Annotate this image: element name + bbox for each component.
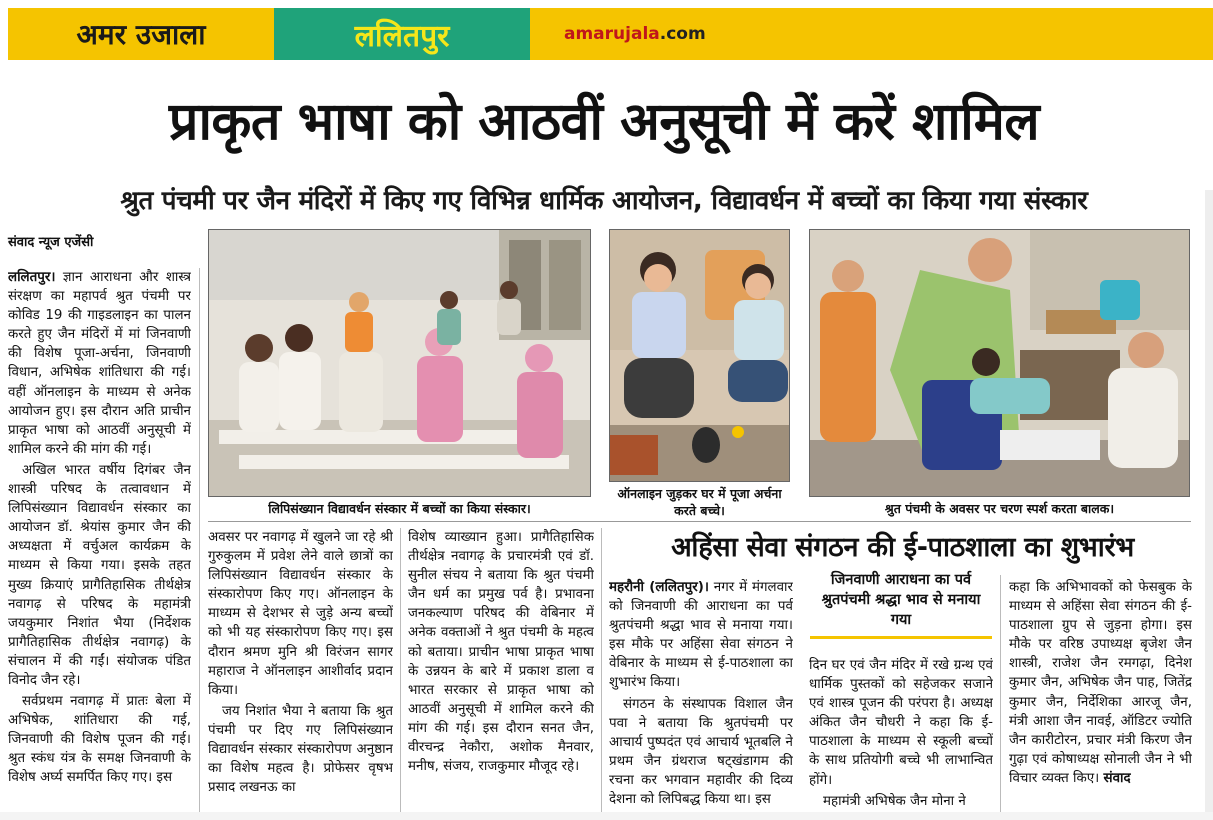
article-column-1	[8, 268, 191, 812]
story2-credit: संवाद	[1103, 770, 1131, 786]
story2-headline: अहिंसा सेवा संगठन की ई-पाठशाला का शुभारंभ	[671, 532, 1134, 563]
photo-caption-1: लिपिसंख्यान विद्यावर्धन संस्कार में बच्चों का किया संस्कार।	[268, 501, 531, 516]
story2-paragraph-2: संगठन के संस्थापक विशाल जैन पवा ने बताया कि श्रुतपंचमी पर आचार्य पुष्पदंत एवं आचार्य भूतबलि ने प्रथम जैन ग्रंथराज षट्खंडागम की रचना कर भगवान महावीर की दिव्य देशना को लिपिबद्ध किया था। इस	[609, 696, 793, 808]
paragraph-text: कहा कि अभिभावकों को फेसबुक के माध्यम से अहिंसा सेवा संगठन की ई-पाठशाला ग्रुप से जुड़ना होगा। इस मौके पर वरिष्ठ उपाध्यक्ष बृजेश जैन शास्त्री, राजेश जैन रमगढ़ा, दिनेश कुमार जैन, अभिषेक जैन पाह, जितेंद्र कुमार जैन, निर्देशिका आरजू जैन, मंत्री आशा जैन नावई, ऑडिटर ज्योति जैन कारीटोरन, प्रचार मंत्री किरण जैन गुढ़ा एवं कोषाध्यक्ष सोनाली जैन ने भी विचार व्यक्त किए।	[1009, 580, 1192, 786]
website-label	[530, 8, 1213, 60]
feet-touching-photo-illustration	[810, 230, 1190, 497]
column-rule	[601, 528, 602, 812]
byline: संवाद न्यूज एजेंसी	[8, 235, 94, 250]
paragraph-text: नगर में मंगलवार को जिनवाणी की आराधना का पर्व श्रुतपंचमी श्रद्धा भाव से मनाया गया। इस मौके पर अहिंसा सेवा संगठन ने वेबिनार के माध्यम से ई-पाठशाला का शुभारंभ किया।	[609, 580, 793, 691]
story2-paragraph-5	[1009, 578, 1192, 788]
praying-photo-illustration	[610, 230, 790, 482]
photo-caption-2: ऑनलाइन जुड़कर घर में पूजा अर्चना करते बच्चे।	[617, 486, 782, 518]
story2-column-1	[609, 578, 793, 812]
article-paragraph-6: विशेष व्याख्यान हुआ। प्रागैतिहासिक तीर्थक्षेत्र नवागढ़ के प्रचारमंत्री एवं डॉ. सुनील संचय ने बताया कि श्रुत पंचमी जैन धर्म का प्रमुख पर्व है। प्रभावना जनकल्याण परिषद की वेबिनार में अनेक वक्ताओं ने श्रुत पंचमी के महत्व को बताया। प्राचीन भाषा प्राकृत भाषा के उन्नयन के बारे में प्रकाश डाला व भारत सरकार से प्राकृत भाषा को आठवीं अनुसूची में शामिल करने की मांग की गई। इस दौरान सनत जैन, वीरचन्द्र नेकौरा, अशोक मैनवार, मनीष, संजय, राजकुमार मौजूद रहे।	[408, 530, 594, 775]
story2-paragraph-4: महामंत्री अभिषेक जैन मोना ने	[823, 793, 966, 809]
article-headline: प्राकृत भाषा को आठवीं अनुसूची में करें शामिल	[168, 92, 1040, 152]
story2-dateline: महरौनी (ललितपुर)।	[609, 580, 709, 595]
article-subhead: श्रुत पंचमी पर जैन मंदिरों में किए गए विभिन्न धार्मिक आयोजन, विद्यावर्धन में बच्चों का किया गया संस्कार	[120, 186, 1088, 216]
ceremony-photo-illustration	[209, 230, 591, 497]
article-paragraph-3: सर्वप्रथम नवागढ़ में प्रातः बेला में अभिषेक, शांतिधारा की गई, जिनवाणी की विशेष पूजन की गई। श्रुत स्कंध यंत्र के समक्ष जिनवाणी के विशेष अर्घ्य समर्पित किए गए। इस	[8, 694, 191, 786]
article-column-3	[408, 528, 594, 812]
column-rule	[199, 268, 200, 812]
photo-children-ceremony	[208, 229, 591, 497]
page-edge	[1205, 190, 1213, 820]
story2-paragraph-3: दिन घर एवं जैन मंदिर में रखे ग्रन्थ एवं धार्मिक पुस्तकों को सहेजकर सजाने एवं शास्त्र पूजन की परंपरा है। अध्यक्ष अंकित जैन चौधरी ने कहा कि ई-पाठशाला के माध्यम से स्कूली बच्चों के साथ प्रतियोगी बच्चे भी लाभान्वित होंगे।	[809, 658, 993, 788]
column-rule	[1000, 575, 1001, 812]
story2-box-headline: जिनवाणी आराधना का पर्व श्रुतपंचमी श्रद्धा भाव से मनाया गया	[810, 570, 992, 639]
story2-column-2	[809, 656, 993, 812]
article-paragraph-4: अवसर पर नवागढ़ में खुलने जा रहे श्री गुरुकुलम में प्रवेश लेने वाले छात्रों का लिपिसंख्यान विद्यावर्धन संस्कार के संस्कारोपण किए गए। ऑनलाइन के माध्यम से देशभर से जुड़े अन्य बच्चों को भी यह संस्कारोपण किए गए। इस दौरान श्रमण मुनि श्री विरंजन सागर महाराज ने ऑनलाइन आशीर्वाद प्रदान किया।	[208, 530, 393, 698]
story2-paragraph-1	[609, 578, 793, 693]
page-bottom-edge	[0, 812, 1213, 820]
column-rule	[400, 528, 401, 812]
paragraph-text: ज्ञान आराधना और शास्त्र संरक्षण का महापर्व श्रुत पंचमी पर कोविड 19 की गाइडलाइन का पालन करते हुए जैन मंदिरों में मां जिनवाणी की विशेष पूजा-अर्चना, जिनवाणी विधान, अभिषेक शांतिधारा की गई। वहीं ऑनलाइन के माध्यम से अनेक आयोजन हुए। इस दौरान अति प्राचीन प्राकृत भाषा को आठवीं अनुसूची में शामिल करने की मांग की गई।	[8, 270, 191, 457]
photo-children-praying	[609, 229, 790, 482]
photo-boy-touching-feet	[809, 229, 1190, 497]
article-paragraph-5: जय निशांत भैया ने बताया कि श्रुत पंचमी पर दिए गए लिपिसंख्यान विद्यावर्धन संस्कार संस्कारोपण अनुष्ठान का विशेष महत्व है। प्रोफेसर वृषभ प्रसाद लखनऊ का	[208, 703, 393, 796]
masthead	[8, 8, 1213, 60]
story2-column-3	[1009, 578, 1192, 812]
website-tld: .com	[659, 24, 706, 44]
article-paragraph-2: अखिल भारत वर्षीय दिगंबर जैन शास्त्री परिषद के तत्वावधान में लिपिसंख्यान विद्यावर्धन संस्कार का आयोजन डॉ. श्रेयांस कुमार जैन की अध्यक्षता में वर्चुअल कार्यक्रम के माध्यम से किया गया। इसके तहत मुख्य क्रियाएं प्रागैतिहासिक तीर्थक्षेत्र नवागढ़ से परिषद के महामंत्री जयकुमार निशांत भैया (निर्देशक प्रागैतिहासिक तीर्थक्षेत्र नवागढ़) के संचालन में की गईं। संयोजक पंडित विनोद जैन रहे।	[8, 462, 191, 688]
photo-caption-3: श्रुत पंचमी के अवसर पर चरण स्पर्श करता बालक।	[884, 501, 1115, 516]
city-edition-label: ललितपुर	[274, 8, 530, 60]
section-divider	[208, 521, 1191, 522]
article-column-2	[208, 528, 393, 812]
dateline: ललितपुर।	[8, 270, 56, 285]
website-name: amarujala	[564, 24, 660, 44]
article-paragraph-1	[8, 268, 191, 459]
newspaper-logo: अमर उजाला	[8, 8, 274, 60]
